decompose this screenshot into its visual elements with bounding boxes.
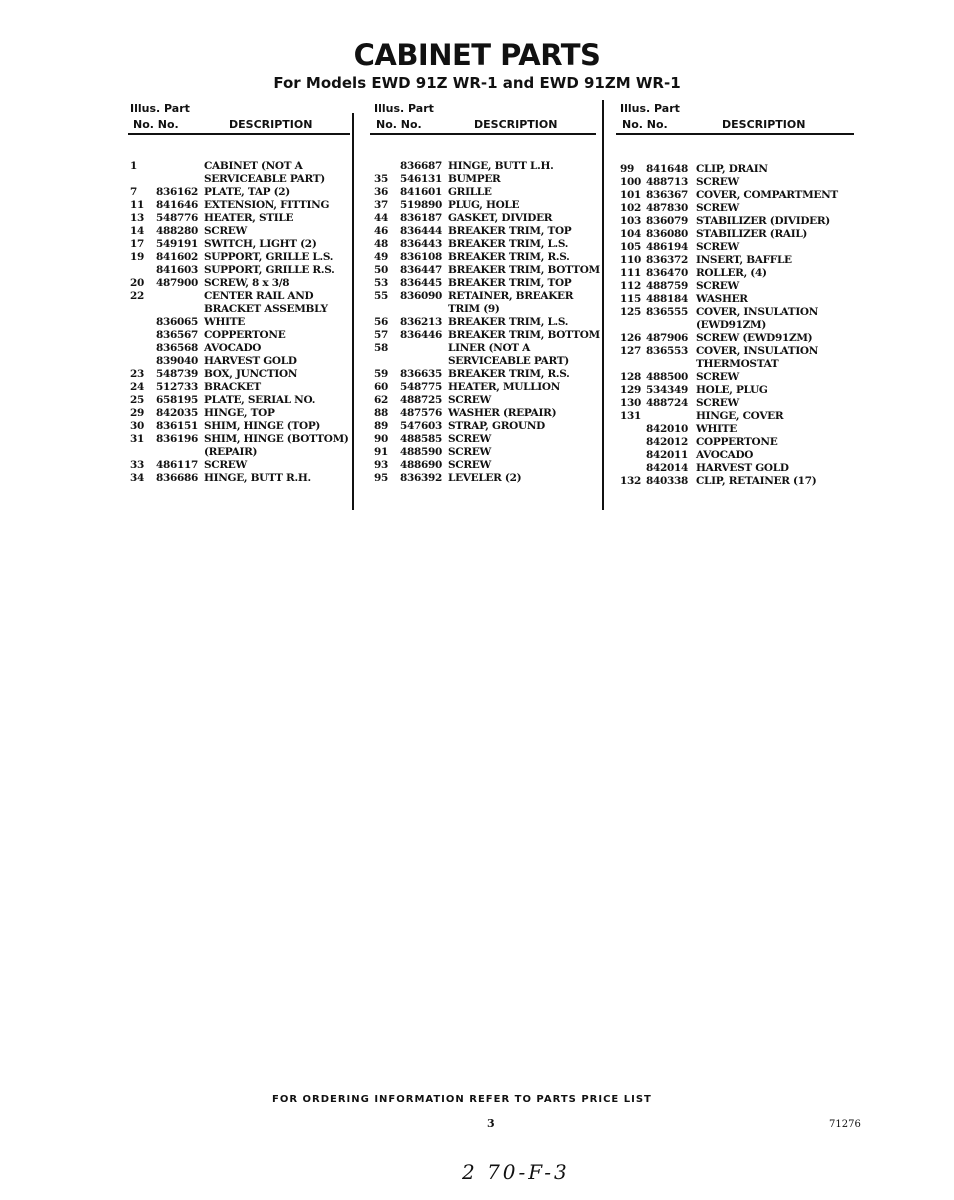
part-no: 486194 [646, 241, 689, 253]
part-no: 836196 [156, 433, 199, 445]
illus-no: 88 [374, 407, 389, 419]
description: LEVELER (2) [448, 472, 522, 484]
illus-no: 25 [130, 394, 145, 406]
description: STABILIZER (RAIL) [696, 228, 808, 240]
illus-no: 125 [620, 306, 642, 318]
handwritten-note: 2 70-F-3 [462, 1160, 570, 1184]
description: SCREW [204, 459, 247, 471]
illus-no: 104 [620, 228, 642, 240]
part-no: 836444 [400, 225, 443, 237]
description: BREAKER TRIM, R.S. [448, 368, 570, 380]
illus-no: 58 [374, 342, 389, 354]
column-divider-1 [352, 113, 354, 510]
part-no: 488725 [400, 394, 443, 406]
part-no: 836090 [400, 290, 443, 302]
illus-no: 129 [620, 384, 642, 396]
illus-no: 132 [620, 475, 642, 487]
description: COVER, INSULATION [696, 345, 819, 357]
illus-no: 50 [374, 264, 389, 276]
description: HOLE, PLUG [696, 384, 768, 396]
description: HINGE, COVER [696, 410, 784, 422]
illus-no: 57 [374, 329, 389, 341]
description: CLIP, RETAINER (17) [696, 475, 817, 487]
part-no: 548739 [156, 368, 199, 380]
part-no: 836080 [646, 228, 689, 240]
description: GRILLE [448, 186, 492, 198]
part-no: 836555 [646, 306, 689, 318]
illus-no: 44 [374, 212, 389, 224]
description: SCREW [448, 433, 491, 445]
part-no: 548775 [400, 381, 443, 393]
part-no: 842012 [646, 436, 689, 448]
description: RETAINER, BREAKER [448, 290, 574, 302]
illus-no: 95 [374, 472, 389, 484]
part-no: 841646 [156, 199, 199, 211]
description: HINGE, BUTT R.H. [204, 472, 311, 484]
illus-no: 35 [374, 173, 389, 185]
illus-no: 37 [374, 199, 389, 211]
description: COPPERTONE [696, 436, 778, 448]
part-no: 488500 [646, 371, 689, 383]
part-no: 836567 [156, 329, 199, 341]
illus-no: 22 [130, 290, 145, 302]
part-no: 836445 [400, 277, 443, 289]
description: (EWD91ZM) [696, 319, 767, 331]
description: PLATE, TAP (2) [204, 186, 290, 198]
part-no: 841603 [156, 264, 199, 276]
illus-no: 13 [130, 212, 145, 224]
description: (REPAIR) [204, 446, 258, 458]
description: AVOCADO [204, 342, 262, 354]
illus-no: 91 [374, 446, 389, 458]
description: HARVEST GOLD [696, 462, 789, 474]
part-no: 547603 [400, 420, 443, 432]
illus-no: 99 [620, 163, 635, 175]
illus-no: 62 [374, 394, 389, 406]
description: SUPPORT, GRILLE L.S. [204, 251, 334, 263]
part-no: 841648 [646, 163, 689, 175]
part-no: 487906 [646, 332, 689, 344]
page-number: 3 [487, 1117, 495, 1130]
part-no: 836443 [400, 238, 443, 250]
illus-no: 111 [620, 267, 642, 279]
illus-no: 14 [130, 225, 145, 237]
part-no: 488713 [646, 176, 689, 188]
header-rule-2 [370, 133, 596, 135]
description: ROLLER, (4) [696, 267, 767, 279]
part-no: 486117 [156, 459, 199, 471]
illus-no: 33 [130, 459, 145, 471]
illus-no: 24 [130, 381, 145, 393]
description: INSERT, BAFFLE [696, 254, 792, 266]
illus-no: 110 [620, 254, 642, 266]
header-rule-1 [128, 133, 350, 135]
header-description-1: DESCRIPTION [229, 118, 313, 131]
header-description-3: DESCRIPTION [722, 118, 806, 131]
description: PLUG, HOLE [448, 199, 520, 211]
illus-no: 126 [620, 332, 642, 344]
illus-no: 127 [620, 345, 642, 357]
part-no: 836151 [156, 420, 199, 432]
description: SCREW [204, 225, 247, 237]
description: SCREW, 8 x 3/8 [204, 277, 290, 289]
description: WASHER (REPAIR) [448, 407, 557, 419]
description: HINGE, BUTT L.H. [448, 160, 554, 172]
illus-no: 31 [130, 433, 145, 445]
illus-no: 1 [130, 160, 138, 172]
description: LINER (NOT A [448, 342, 531, 354]
part-no: 488690 [400, 459, 443, 471]
part-no: 836446 [400, 329, 443, 341]
part-no: 836213 [400, 316, 443, 328]
illus-no: 17 [130, 238, 145, 250]
illus-no: 115 [620, 293, 642, 305]
illus-no: 89 [374, 420, 389, 432]
part-no: 488590 [400, 446, 443, 458]
part-no: 842014 [646, 462, 689, 474]
description: BRACKET [204, 381, 261, 393]
description: BUMPER [448, 173, 501, 185]
part-no: 836079 [646, 215, 689, 227]
description: PLATE, SERIAL NO. [204, 394, 316, 406]
illus-no: 29 [130, 407, 145, 419]
illus-no: 59 [374, 368, 389, 380]
part-no: 534349 [646, 384, 689, 396]
part-no: 842011 [646, 449, 689, 461]
part-no: 836065 [156, 316, 199, 328]
description: HARVEST GOLD [204, 355, 297, 367]
part-no: 658195 [156, 394, 199, 406]
part-no: 836447 [400, 264, 443, 276]
description: HINGE, TOP [204, 407, 275, 419]
description: SERVICEABLE PART) [448, 355, 569, 367]
part-no: 546131 [400, 173, 443, 185]
part-no: 488585 [400, 433, 443, 445]
description: COVER, COMPARTMENT [696, 189, 838, 201]
description: BREAKER TRIM, BOTTOM [448, 329, 600, 341]
description: SCREW [696, 241, 739, 253]
description: SCREW [696, 176, 739, 188]
header-illus-part-3: Illus. Part [620, 102, 680, 115]
illus-no: 46 [374, 225, 389, 237]
part-no: 512733 [156, 381, 199, 393]
header-no-no-3: No. No. [622, 118, 668, 131]
description: BREAKER TRIM, TOP [448, 277, 572, 289]
part-no: 841601 [400, 186, 443, 198]
illus-no: 103 [620, 215, 642, 227]
header-rule-3 [616, 133, 854, 135]
part-no: 487830 [646, 202, 689, 214]
illus-no: 60 [374, 381, 389, 393]
part-no: 836108 [400, 251, 443, 263]
header-no-no-2: No. No. [376, 118, 422, 131]
part-no: 519890 [400, 199, 443, 211]
ordering-info-footer: FOR ORDERING INFORMATION REFER TO PARTS PRICE LIST [272, 1094, 652, 1105]
description: SCREW [448, 394, 491, 406]
description: SCREW [448, 446, 491, 458]
description: BREAKER TRIM, R.S. [448, 251, 570, 263]
page-title: CABINET PARTS [353, 38, 601, 72]
description: BOX, JUNCTION [204, 368, 298, 380]
description: CLIP, DRAIN [696, 163, 768, 175]
illus-no: 34 [130, 472, 145, 484]
part-no: 488724 [646, 397, 689, 409]
illus-no: 128 [620, 371, 642, 383]
part-no: 487576 [400, 407, 443, 419]
header-illus-part-2: Illus. Part [374, 102, 434, 115]
description: BREAKER TRIM, BOTTOM [448, 264, 600, 276]
description: STRAP, GROUND [448, 420, 545, 432]
part-no: 549191 [156, 238, 199, 250]
part-no: 488184 [646, 293, 689, 305]
description: SWITCH, LIGHT (2) [204, 238, 317, 250]
description: BREAKER TRIM, L.S. [448, 316, 569, 328]
illus-no: 48 [374, 238, 389, 250]
description: BREAKER TRIM, TOP [448, 225, 572, 237]
part-no: 836553 [646, 345, 689, 357]
header-illus-part-1: Illus. Part [130, 102, 190, 115]
description: STABILIZER (DIVIDER) [696, 215, 830, 227]
description: GASKET, DIVIDER [448, 212, 553, 224]
part-no: 836187 [400, 212, 443, 224]
description: WASHER [696, 293, 748, 305]
description: TRIM (9) [448, 303, 500, 315]
description: THERMOSTAT [696, 358, 779, 370]
description: BRACKET ASSEMBLY [204, 303, 328, 315]
description: SHIM, HINGE (BOTTOM) [204, 433, 349, 445]
illus-no: 36 [374, 186, 389, 198]
part-no: 842035 [156, 407, 199, 419]
part-no: 836470 [646, 267, 689, 279]
part-no: 548776 [156, 212, 199, 224]
illus-no: 93 [374, 459, 389, 471]
document-code: 71276 [829, 1119, 861, 1130]
column-divider-2 [602, 100, 604, 510]
description: SHIM, HINGE (TOP) [204, 420, 321, 432]
part-no: 836367 [646, 189, 689, 201]
illus-no: 102 [620, 202, 642, 214]
illus-no: 130 [620, 397, 642, 409]
header-no-no-1: No. No. [133, 118, 179, 131]
illus-no: 23 [130, 368, 145, 380]
description: SCREW [696, 397, 739, 409]
part-no: 488759 [646, 280, 689, 292]
illus-no: 131 [620, 410, 642, 422]
illus-no: 7 [130, 186, 138, 198]
description: BREAKER TRIM, L.S. [448, 238, 569, 250]
description: CABINET (NOT A [204, 160, 303, 172]
description: SUPPORT, GRILLE R.S. [204, 264, 335, 276]
part-no: 836392 [400, 472, 443, 484]
description: EXTENSION, FITTING [204, 199, 330, 211]
part-no: 842010 [646, 423, 689, 435]
illus-no: 105 [620, 241, 642, 253]
part-no: 488280 [156, 225, 199, 237]
description: HEATER, STILE [204, 212, 294, 224]
part-no: 841602 [156, 251, 199, 263]
illus-no: 56 [374, 316, 389, 328]
part-no: 836687 [400, 160, 443, 172]
description: SCREW [448, 459, 491, 471]
part-no: 836686 [156, 472, 199, 484]
description: SCREW [696, 202, 739, 214]
part-no: 836162 [156, 186, 199, 198]
description: AVOCADO [696, 449, 754, 461]
part-no: 836372 [646, 254, 689, 266]
description: COPPERTONE [204, 329, 286, 341]
illus-no: 11 [130, 199, 145, 211]
illus-no: 100 [620, 176, 642, 188]
description: SCREW [696, 280, 739, 292]
description: WHITE [204, 316, 245, 328]
description: SCREW [696, 371, 739, 383]
description: SCREW (EWD91ZM) [696, 332, 813, 344]
illus-no: 20 [130, 277, 145, 289]
illus-no: 49 [374, 251, 389, 263]
illus-no: 53 [374, 277, 389, 289]
part-no: 836635 [400, 368, 443, 380]
illus-no: 30 [130, 420, 145, 432]
description: SERVICEABLE PART) [204, 173, 325, 185]
description: HEATER, MULLION [448, 381, 561, 393]
description: WHITE [696, 423, 737, 435]
illus-no: 55 [374, 290, 389, 302]
page-subtitle: For Models EWD 91Z WR-1 and EWD 91ZM WR-1 [273, 74, 681, 92]
part-no: 836568 [156, 342, 199, 354]
illus-no: 112 [620, 280, 642, 292]
part-no: 840338 [646, 475, 689, 487]
header-description-2: DESCRIPTION [474, 118, 558, 131]
illus-no: 19 [130, 251, 145, 263]
part-no: 487900 [156, 277, 199, 289]
illus-no: 101 [620, 189, 642, 201]
part-no: 839040 [156, 355, 199, 367]
description: COVER, INSULATION [696, 306, 819, 318]
illus-no: 90 [374, 433, 389, 445]
description: CENTER RAIL AND [204, 290, 314, 302]
